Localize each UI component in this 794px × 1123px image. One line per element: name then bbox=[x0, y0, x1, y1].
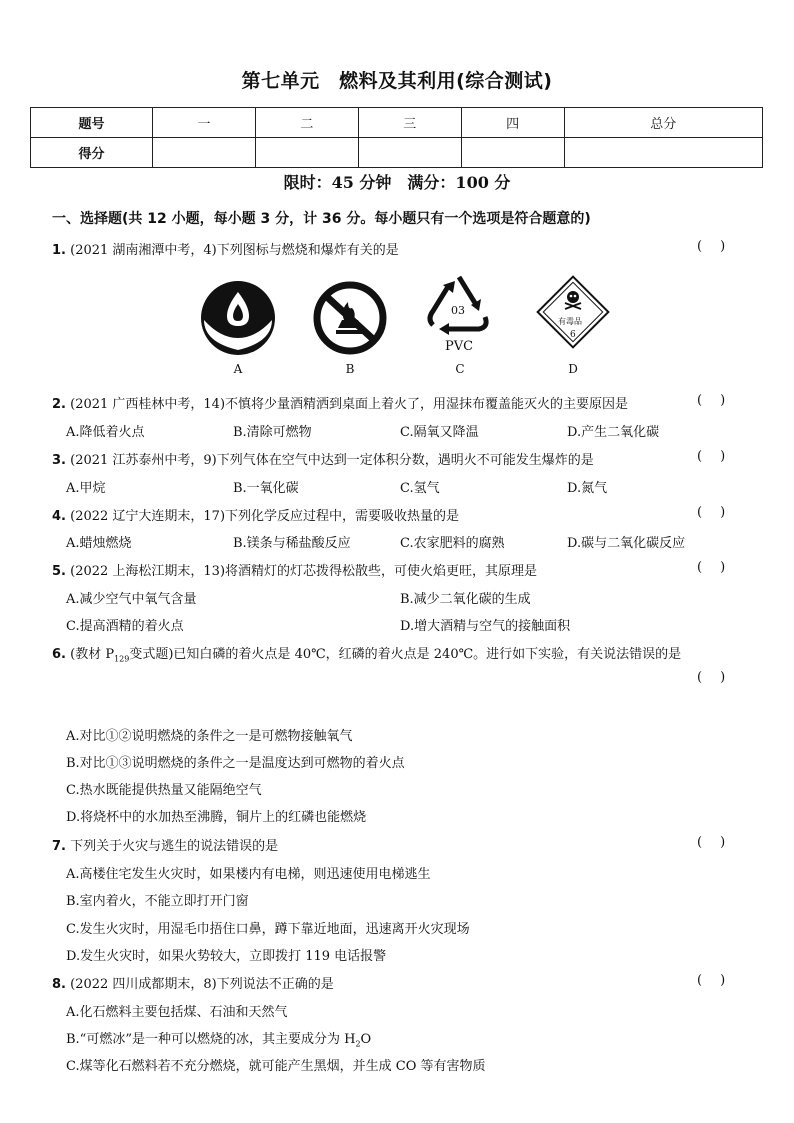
option-a[interactable]: A.对比①②说明燃烧的条件之一是可燃物接触氧气 bbox=[66, 729, 353, 744]
option-c[interactable]: C.热水既能提供热量又能隔绝空气 bbox=[66, 783, 262, 798]
question-text: (2021 湖南湘潭中考，4)下列图标与燃烧和爆炸有关的是 bbox=[70, 243, 399, 258]
option-d[interactable]: D.发生火灾时，如果火势较大，立即拨打 119 电话报警 bbox=[66, 949, 387, 964]
question-number: 1. bbox=[52, 243, 66, 258]
option-b[interactable]: B.一氧化碳 bbox=[233, 481, 299, 496]
question-text: (2021 江苏泰州中考，9)下列气体在空气中达到一定体积分数，遇明火不可能发生爆炸的是 bbox=[70, 453, 594, 468]
question-4 bbox=[52, 505, 459, 524]
table-row bbox=[31, 138, 763, 168]
question-3 bbox=[52, 449, 594, 468]
no-fire-sign-icon bbox=[312, 280, 388, 356]
question-8 bbox=[52, 973, 334, 992]
option-c[interactable]: C.隔氧又降温 bbox=[400, 425, 479, 440]
recycle-label: PVC bbox=[445, 339, 474, 354]
option-b[interactable]: B.室内着火，不能立即打开门窗 bbox=[66, 894, 249, 909]
table-cell: 得分 bbox=[31, 138, 153, 168]
question-7 bbox=[52, 835, 278, 854]
question-6 bbox=[52, 643, 681, 664]
option-c[interactable]: C.煤等化石燃料若不充分燃烧，就可能产生黑烟，并生成 CO 等有害物质 bbox=[66, 1059, 486, 1074]
question-text: 下列关于火灾与逃生的说法错误的是 bbox=[70, 839, 279, 854]
question-text-part: (教材 P bbox=[70, 647, 115, 662]
option-b[interactable]: B.减少二氧化碳的生成 bbox=[400, 592, 531, 607]
score-input-cell[interactable] bbox=[358, 138, 461, 168]
question-2 bbox=[52, 393, 628, 412]
table-cell: 总分 bbox=[564, 108, 762, 138]
option-b[interactable]: B.对比①③说明燃烧的条件之一是温度达到可燃物的着火点 bbox=[66, 756, 405, 771]
question-number: 6. bbox=[52, 647, 66, 662]
answer-blank[interactable]: () bbox=[697, 505, 744, 520]
table-cell: 三 bbox=[358, 108, 461, 138]
option-a[interactable]: A.高楼住宅发生火灾时，如果楼内有电梯，则迅速使用电梯逃生 bbox=[66, 867, 431, 882]
section-heading: 一、选择题(共 12 小题，每小题 3 分，计 36 分。每小题只有一个选项是符合题意的) bbox=[52, 211, 591, 227]
score-table bbox=[30, 107, 763, 168]
option-d[interactable]: D.碳与二氧化碳反应 bbox=[567, 536, 686, 551]
question-number: 2. bbox=[52, 397, 66, 412]
question-text: (2022 四川成都期末，8)下列说法不正确的是 bbox=[70, 977, 334, 992]
figure-label-b: B bbox=[345, 362, 355, 376]
answer-blank[interactable]: () bbox=[697, 973, 744, 988]
table-row bbox=[31, 108, 763, 138]
option-b[interactable]: B.清除可燃物 bbox=[233, 425, 312, 440]
time-limit: 限时：45 分钟 满分：100 分 bbox=[283, 173, 511, 192]
option-d[interactable]: D.氮气 bbox=[567, 481, 608, 496]
recycle-code: 03 bbox=[451, 304, 465, 317]
score-input-cell[interactable] bbox=[153, 138, 256, 168]
question-number: 7. bbox=[52, 839, 66, 854]
toxic-class: 6 bbox=[570, 330, 576, 340]
option-a[interactable]: A.蜡烛燃烧 bbox=[66, 536, 132, 551]
question-text: (2022 辽宁大连期末，17)下列化学反应过程中，需要吸收热量的是 bbox=[70, 509, 460, 524]
option-d[interactable]: D.将烧杯中的水加热至沸腾，铜片上的红磷也能燃烧 bbox=[66, 810, 367, 825]
table-cell: 题号 bbox=[31, 108, 153, 138]
formula-subscript: 2 bbox=[355, 1039, 361, 1049]
question-5 bbox=[52, 560, 537, 579]
answer-blank[interactable]: () bbox=[697, 835, 744, 850]
option-a[interactable]: A.减少空气中氧气含量 bbox=[66, 592, 197, 607]
option-text-tail: O bbox=[360, 1032, 372, 1047]
option-c[interactable]: C.提高酒精的着火点 bbox=[66, 619, 184, 634]
question-text: (2021 广西桂林中考，14)不慎将少量酒精洒到桌面上着火了，用湿抹布覆盖能灭火的主要原因是 bbox=[70, 397, 629, 412]
question-text bbox=[70, 647, 681, 662]
option-d[interactable]: D.增大酒精与空气的接触面积 bbox=[400, 619, 571, 634]
question-text: (2022 上海松江期末，13)将酒精灯的灯芯拨得松散些，可使火焰更旺，其原理是 bbox=[70, 564, 538, 579]
page-subscript: 129 bbox=[114, 654, 130, 664]
option-b[interactable]: B.镁条与稀盐酸反应 bbox=[233, 536, 351, 551]
answer-blank[interactable]: () bbox=[697, 449, 744, 464]
answer-blank[interactable]: () bbox=[697, 670, 744, 685]
option-c[interactable]: C.氢气 bbox=[400, 481, 440, 496]
answer-blank[interactable]: () bbox=[697, 393, 744, 408]
question-number: 4. bbox=[52, 509, 66, 524]
page-title: 第七单元 燃料及其利用(综合测试) bbox=[241, 70, 553, 92]
question-number: 5. bbox=[52, 564, 66, 579]
question-number: 8. bbox=[52, 977, 66, 992]
option-d[interactable]: D.产生二氧化碳 bbox=[567, 425, 660, 440]
table-cell: 四 bbox=[461, 108, 564, 138]
score-input-cell[interactable] bbox=[461, 138, 564, 168]
table-cell: 二 bbox=[255, 108, 358, 138]
table-cell: 一 bbox=[153, 108, 256, 138]
score-input-cell[interactable] bbox=[564, 138, 762, 168]
option-a[interactable]: A.降低着火点 bbox=[66, 425, 145, 440]
question-text-part: 变式题)已知白磷的着火点是 40℃，红磷的着火点是 240℃。进行如下实验，有关说法错误的是 bbox=[129, 647, 682, 662]
answer-blank[interactable]: () bbox=[697, 239, 744, 254]
figure-label-a: A bbox=[233, 362, 243, 376]
question-1 bbox=[52, 239, 399, 258]
option-b[interactable] bbox=[66, 1028, 371, 1049]
option-c[interactable]: C.农家肥料的腐熟 bbox=[400, 536, 505, 551]
option-a[interactable]: A.化石燃料主要包括煤、石油和天然气 bbox=[66, 1005, 288, 1020]
question-number: 3. bbox=[52, 453, 66, 468]
toxic-label: 有毒品 bbox=[558, 317, 582, 326]
score-input-cell[interactable] bbox=[255, 138, 358, 168]
flammable-sign-icon bbox=[200, 280, 276, 356]
option-c[interactable]: C.发生火灾时，用湿毛巾捂住口鼻，蹲下靠近地面，迅速离开火灾现场 bbox=[66, 922, 470, 937]
option-a[interactable]: A.甲烷 bbox=[66, 481, 106, 496]
figure-label-d: D bbox=[568, 362, 578, 376]
answer-blank[interactable]: () bbox=[697, 560, 744, 575]
figure-label-c: C bbox=[455, 362, 465, 376]
option-text: B.“可燃冰”是一种可以燃烧的冰，其主要成分为 H bbox=[66, 1032, 356, 1047]
